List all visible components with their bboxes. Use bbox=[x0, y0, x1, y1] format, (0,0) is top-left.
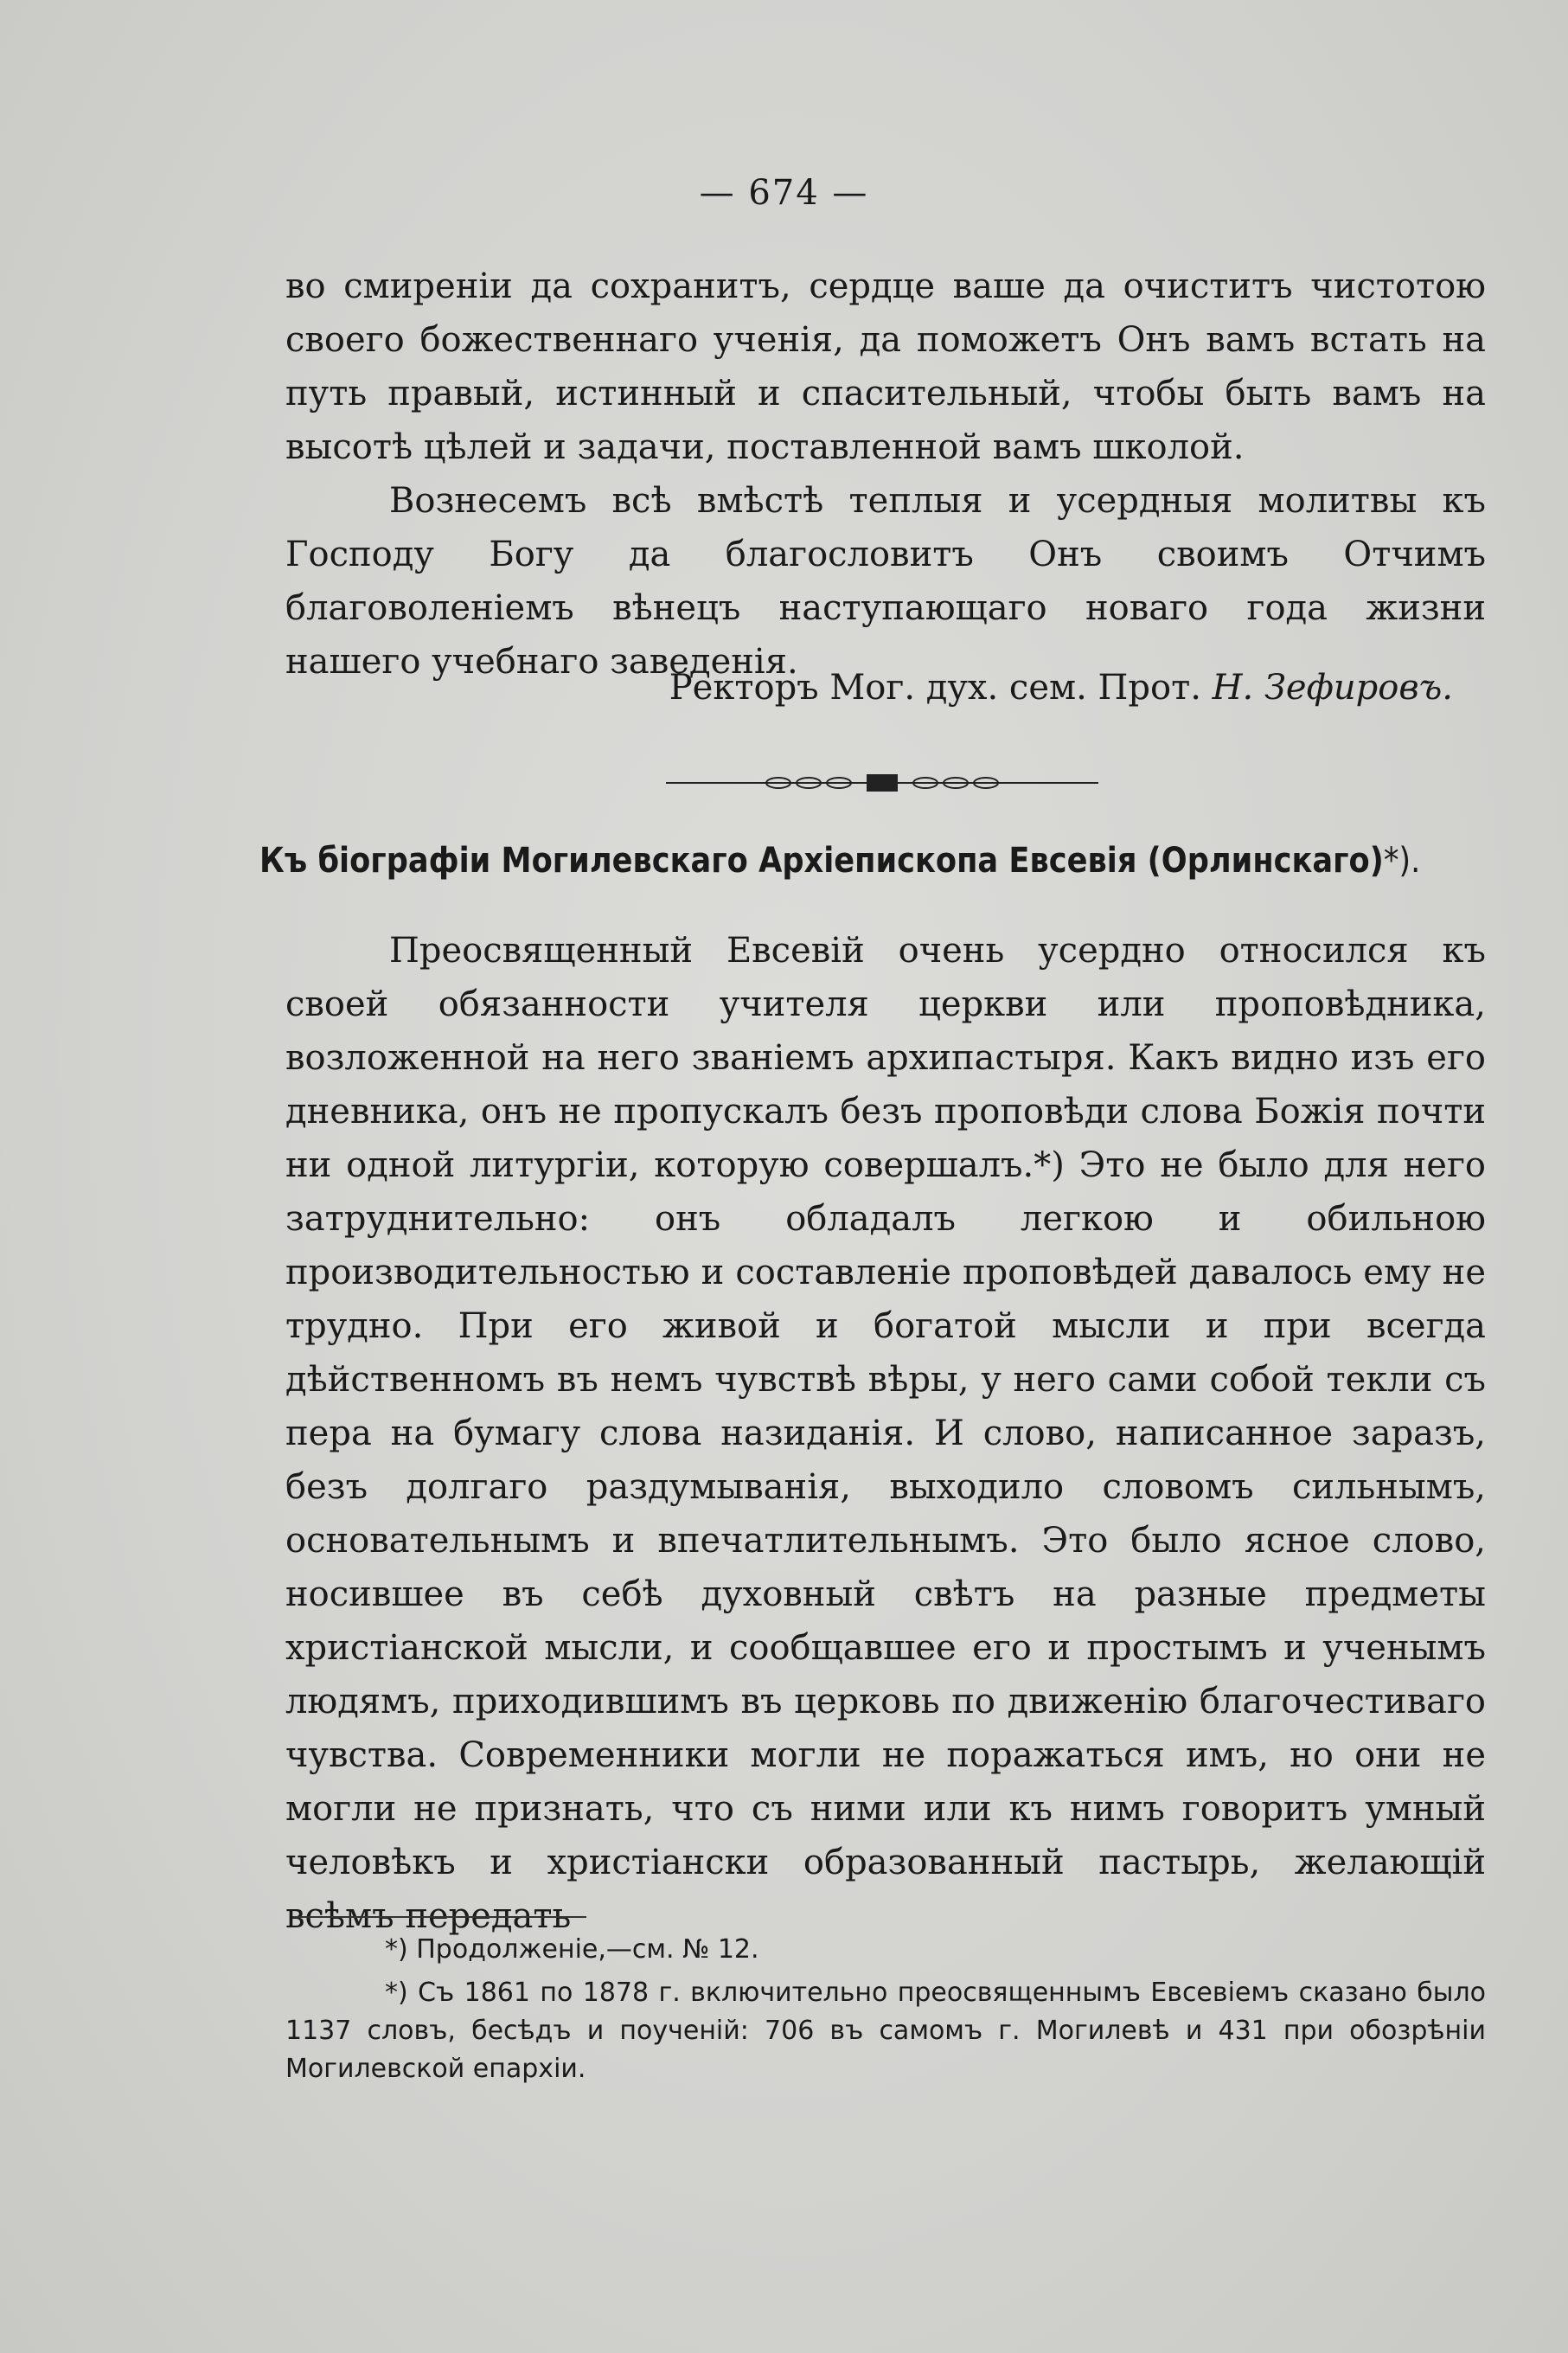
signature-author: Н. Зефировъ. bbox=[1212, 668, 1453, 708]
article-paragraph: Преосвященный Евсевій очень усердно относился къ своей обязанности учителя церкви или проповѣдника, возложенной на него званіемъ архипастыря. Какъ видно изъ его дневника, онъ не пропускалъ безъ проповѣди слова Божія почти ни одной литургіи, которую совершалъ.*) Это не было для него затруднительно: онъ обладалъ легкою и обильною производительностью и составленіе проповѣдей давалось ему не трудно. При его живой и богатой мысли и при всегда дѣйственномъ въ немъ чувствѣ вѣры, у него сами собой текли съ пера на бумагу слова назиданія. И слово, написанное заразъ, безъ долгаго раздумыванія, выходило словомъ сильнымъ, основательнымъ и впечатлительнымъ. Это было ясное слово, носившее въ себѣ духовный свѣтъ на разные предметы христіанской мысли, и сообщавшее его и простымъ и ученымъ людямъ, приходившимъ въ церковь по движенію благочестиваго чувства. Современники могли не поражаться имъ, но они не могли не признать, что съ ними или къ нимъ говоритъ умный человѣкъ и христіански образованный пастырь, желающій всѣмъ передать bbox=[285, 931, 1486, 1936]
signature bbox=[0, 668, 1453, 708]
top-paragraph-1: во смиреніи да сохранитъ, сердце ваше да очиститъ чистотою своего божественнаго ученія, да поможетъ Онъ вамъ встать на путь правый, истинный и спасительный, чтобы быть вамъ на высотѣ цѣлей и задачи, поставленной вамъ школой. bbox=[285, 266, 1486, 467]
ornament-divider bbox=[666, 773, 1098, 793]
article-body bbox=[285, 924, 1486, 1943]
top-paragraph-2: Вознесемъ всѣ вмѣстѣ теплыя и усердныя молитвы къ Господу Богу да благословитъ Онъ своимъ Отчимъ благоволеніемъ вѣнецъ наступающаго новаго года жизни нашего учебнаго заведенія. bbox=[285, 481, 1486, 682]
footnotes bbox=[285, 1931, 1486, 2093]
signature-prefix: Ректоръ Мог. дух. сем. Прот. bbox=[669, 668, 1201, 708]
page-number: — 674 — bbox=[699, 173, 869, 213]
footnote-1: *) Продолженіе,—см. № 12. bbox=[385, 1934, 759, 1965]
top-text-block bbox=[285, 260, 1486, 689]
article-title-text: Къ біографіи Могилевскаго Архіепископа Евсевія (Орлинскаго) bbox=[259, 841, 1384, 881]
footnote-rule bbox=[292, 1916, 586, 1918]
article-title bbox=[259, 841, 1421, 881]
article-title-footnote-mark: *). bbox=[1383, 841, 1421, 881]
footnote-2: *) Съ 1861 по 1878 г. включительно преосвященнымъ Евсевіемъ сказано было 1137 словъ, бесѣдъ и поученій: 706 въ самомъ г. Могилевѣ и 431 при обозрѣніи Могилевской епархіи. bbox=[285, 1978, 1486, 2084]
